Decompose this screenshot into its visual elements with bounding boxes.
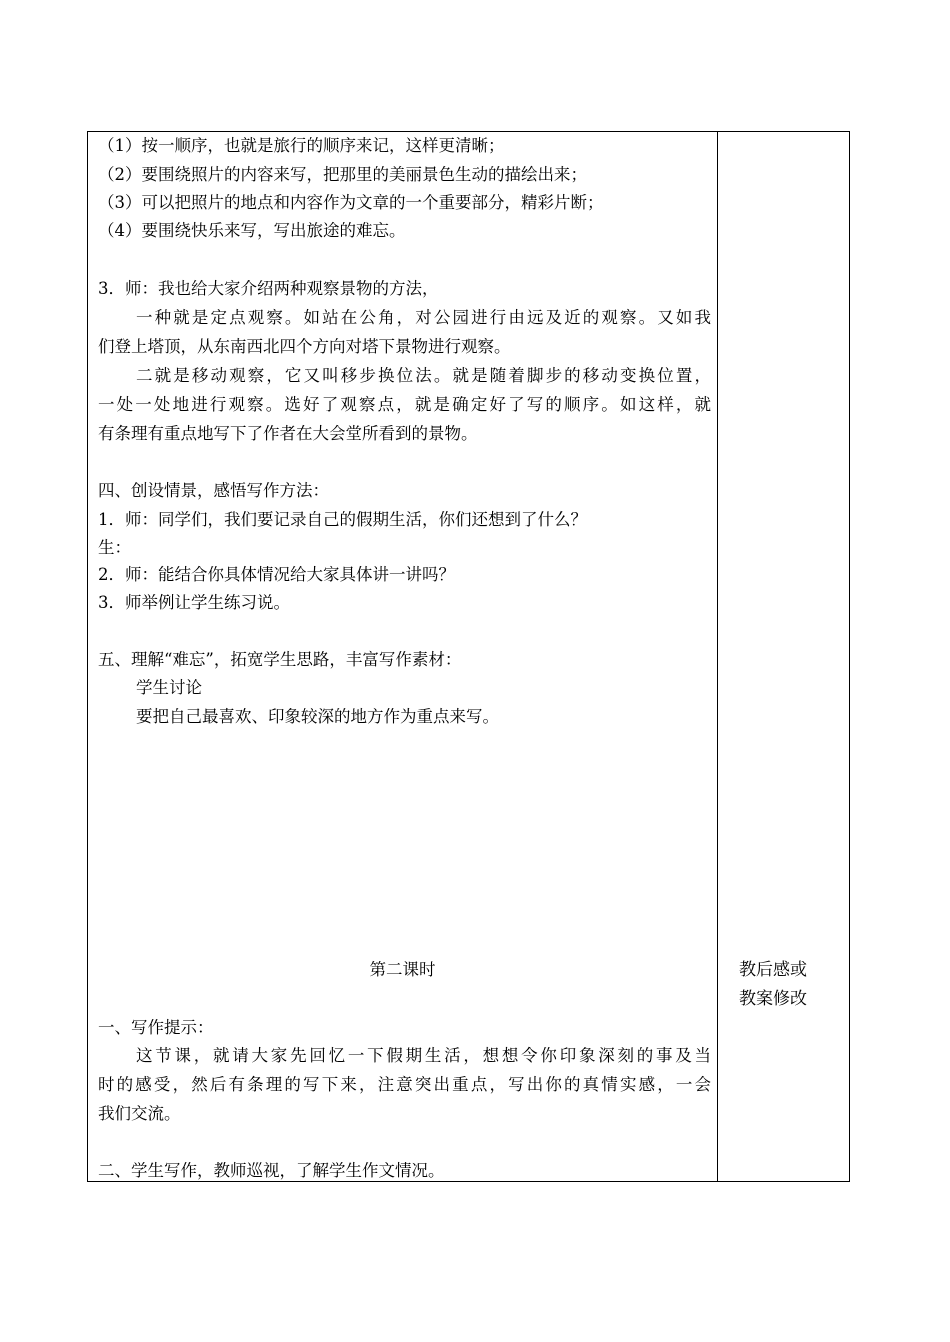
notes-cell [718,132,849,1181]
notes-label-line-1: 教后感或 [739,960,807,980]
notes-label-line-2: 教案修改 [739,989,807,1009]
section4-heading: 四、创设情景，感悟写作方法： [98,481,329,500]
lesson2-para-line-2: 时的感受，然后有条理的写下来，注意突出重点，写出你的真情实感，一会 [98,1075,711,1094]
lesson-content-cell [88,132,717,1181]
lesson2-para-line-1: 这节课，就请大家先回忆一下假期生活，想想令你印象深刻的事及当 [136,1046,711,1065]
method2-line-1: 二就是移动观察，它又叫移步换位法。就是随着脚步的移动变换位置， [136,366,711,385]
section5-line-2: 要把自己最喜欢、印象较深的地方作为重点来写。 [136,707,499,726]
section5-heading: 五、理解“难忘”，拓宽学生思路，丰富写作素材： [98,650,462,669]
section4-line-1: 1．师：同学们，我们要记录自己的假期生活，你们还想到了什么？ [98,510,587,529]
section5-line-1: 学生讨论 [136,678,202,697]
tip-item-1: （1）按一顺序，也就是旅行的顺序来记，这样更清晰； [98,136,505,155]
section4-line-2: 生： [98,538,131,557]
lesson2-para-line-3: 我们交流。 [98,1104,181,1123]
tip-item-3: （3）可以把照片的地点和内容作为文章的一个重要部分，精彩片断； [98,193,604,212]
observation-intro: 3．师：我也给大家介绍两种观察景物的方法， [98,279,439,298]
lesson2-heading-1: 一、写作提示： [98,1018,214,1037]
section4-line-3: 2．师：能结合你具体情况给大家具体讲一讲吗？ [98,565,455,584]
lesson2-title: 第二课时 [369,960,436,979]
lesson-plan-table [87,131,850,1182]
section4-line-4: 3．师举例让学生练习说。 [98,593,290,612]
method2-line-2: 一处一处地进行观察。选好了观察点，就是确定好了写的顺序。如这样，就 [98,395,711,414]
tip-item-2: （2）要围绕照片的内容来写，把那里的美丽景色生动的描绘出来； [98,165,587,184]
method1-line-2: 们登上塔顶，从东南西北四个方向对塔下景物进行观察。 [98,337,511,356]
method1-line-1: 一种就是定点观察。如站在公角，对公园进行由远及近的观察。又如我 [136,308,711,327]
lesson2-heading-2: 二、学生写作，教师巡视，了解学生作文情况。 [98,1161,445,1180]
method2-line-3: 有条理有重点地写下了作者在大会堂所看到的景物。 [98,424,478,443]
tip-item-4: （4）要围绕快乐来写，写出旅途的难忘。 [98,221,406,240]
